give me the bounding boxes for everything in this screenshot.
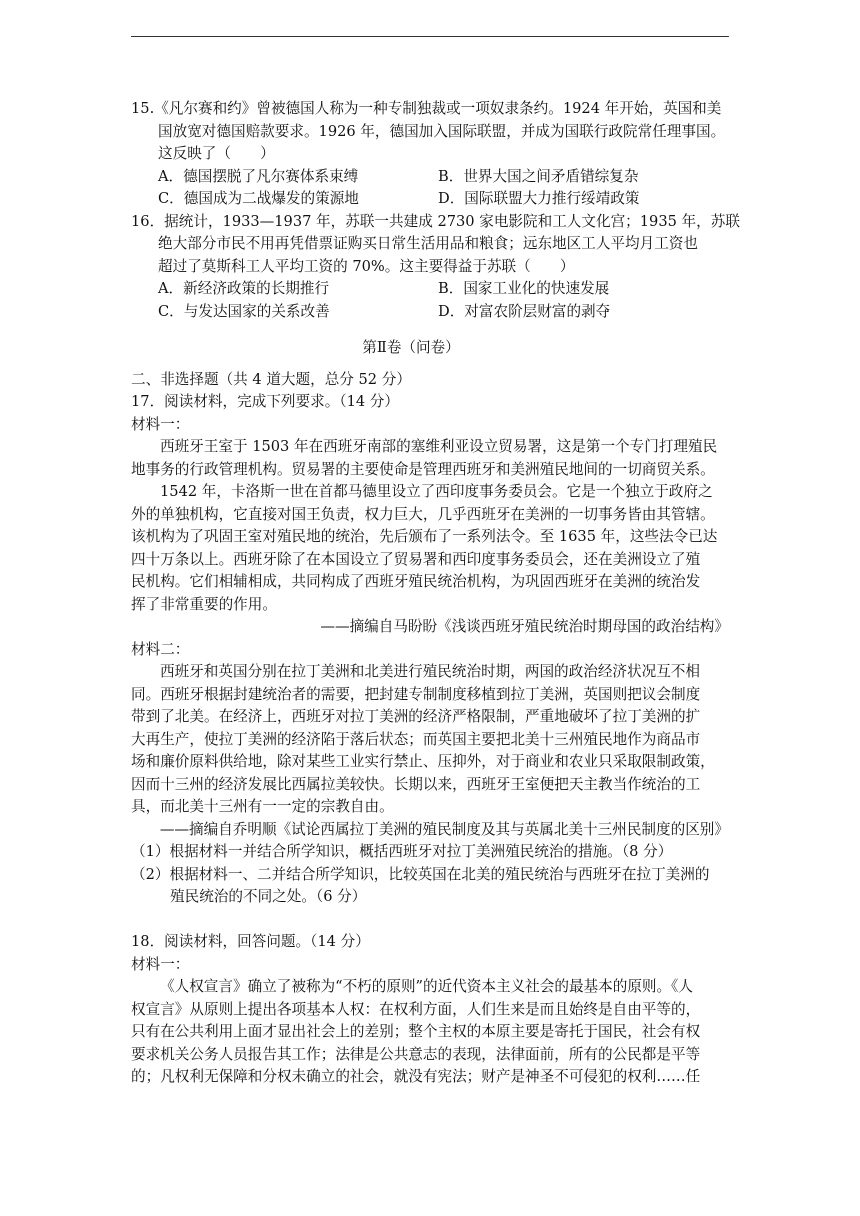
sub-question-2: （2）根据材料一、二并结合所学知识，比较英国在北美的殖民统治与西班牙在拉丁美洲的 [131, 865, 710, 883]
paragraph-line: 的；凡权利无保障和分权未确立的社会，就没有宪法；财产是神圣不可侵犯的权利……任 [131, 1068, 701, 1085]
question-stem-line: 16．据统计，1933—1937 年，苏联一共建成 2730 家电影院和工人文化宫；1935 年，苏联 [131, 212, 740, 230]
paragraph-line: 外的单独机构，它直接对国王负责，权力巨大，几乎西班牙在美洲的一切事务皆由其管辖。 [131, 505, 715, 523]
question-stem-line: 15.《凡尔赛和约》曾被德国人称为一种专制独裁或一项奴隶条约。1924 年开始，英国和美 [131, 100, 722, 117]
paragraph-line: 具，而北美十三州有一一定的宗教自由。 [131, 798, 394, 815]
option-a: A．新经济政策的长期推行 [158, 280, 330, 297]
material-label: 材料一： [131, 955, 190, 973]
material-source: ——摘编自乔明顺《试论西属拉丁美洲的殖民制度及其与英属北美十三州民制度的区别》 [159, 820, 729, 838]
paragraph-line: 权宣言》从原则上提出各项基本人权：在权利方面，人们生来是而且始终是自由平等的， [131, 1000, 701, 1018]
material-label: 材料一： [131, 415, 190, 433]
question-stem-line: 超过了莫斯科工人平均工资的 70%。这主要得益于苏联（ ） [158, 257, 575, 275]
option-row [131, 278, 731, 301]
option-c: C．与发达国家的关系改善 [158, 302, 330, 320]
paragraph-line: 西班牙和英国分别在拉丁美洲和北美进行殖民统治时期，两国的政治经济状况互不相 [160, 663, 700, 680]
option-d: D．国际联盟大力推行绥靖政策 [438, 190, 640, 207]
paragraph-line: 要求机关公务人员报告其工作；法律是公共意志的表现，法律面前，所有的公民都是平等 [131, 1045, 701, 1063]
material-label: 材料二： [131, 640, 190, 658]
paragraph-line: 因而十三州的经济发展比西属拉美较快。长期以来，西班牙王室便把天主教当作统治的工 [131, 775, 701, 793]
header-rule [131, 36, 729, 37]
question-title: 17．阅读材料，完成下列要求。（14 分） [131, 393, 399, 410]
exam-page [131, 98, 740, 1089]
question-18 [131, 931, 731, 1089]
paragraph-line: 大再生产，使拉丁美洲的经济陷于落后状态；而英国主要把北美十三州殖民地作为商品市 [131, 730, 701, 748]
question-16 [131, 211, 740, 324]
question-stem-line: 绝大部分市民不用再凭借票证购买日常生活用品和粮食；远东地区工人平均月工资也 [158, 235, 698, 252]
paragraph-line: 民机构。它们相辅相成，共同构成了西班牙殖民统治机构，为巩固西班牙在美洲的统治发 [131, 573, 701, 590]
paragraph-line: 西班牙王室于 1503 年在西班牙南部的塞维利亚设立贸易署，这是第一个专门打理殖民 [160, 438, 718, 455]
part2-heading: 二、非选择题（共 4 道大题，总分 52 分） [131, 370, 411, 388]
option-row [131, 188, 731, 211]
option-b: B．国家工业化的快速发展 [438, 280, 610, 297]
option-row [131, 301, 731, 324]
part2-title: 第Ⅱ卷（问卷） [362, 339, 460, 356]
paragraph-line: 1542 年，卡洛斯一世在首都马德里设立了西印度事务委员会。它是一个独立于政府之 [160, 483, 713, 500]
question-title: 18．阅读材料，回答问题。（14 分） [131, 933, 370, 950]
question-stem-line: 国放宽对德国赔款要求。1926 年，德国加入国际联盟，并成为国联行政院常任理事国。 [158, 122, 726, 140]
question-stem-line: 这反映了（ ） [158, 145, 275, 162]
paragraph-line: 场和廉价原料供给地，除对某些工业实行禁止、压抑外，对于商业和农业只采取限制政策， [131, 753, 715, 770]
paragraph-line: 《人权宣言》确立了被称为“不朽的原则”的近代资本主义社会的最基本的原则。《人 [160, 978, 693, 995]
option-b: B．世界大国之间矛盾错综复杂 [438, 167, 639, 185]
paragraph-line: 挥了非常重要的作用。 [131, 595, 277, 613]
material-source: ——摘编自马盼盼《浅谈西班牙殖民统治时期母国的政治结构》 [320, 618, 729, 635]
paragraph-line: 带到了北美。在经济上，西班牙对拉丁美洲的经济严格限制，严重地破坏了拉丁美洲的扩 [131, 708, 701, 725]
sub-question-2-cont: 殖民统治的不同之处。（6 分） [170, 888, 367, 905]
paragraph-line: 地事务的行政管理机构。贸易署的主要使命是管理西班牙和美洲殖民地间的一切商贸关系。 [131, 460, 715, 478]
sub-question-1: （1）根据材料一并结合所学知识，概括西班牙对拉丁美洲殖民统治的措施。（8 分） [131, 843, 673, 860]
option-a: A．德国摆脱了凡尔赛体系束缚 [158, 167, 359, 185]
paragraph-line: 四十万条以上。西班牙除了在本国设立了贸易署和西印度事务委员会，还在美洲设立了殖 [131, 550, 701, 568]
option-c: C．德国成为二战爆发的策源地 [158, 190, 359, 207]
paragraph-line: 只有在公共利用上面才显出社会上的差别；整个主权的本原主要是寄托于国民，社会有权 [131, 1023, 701, 1040]
spacer [131, 909, 731, 932]
paragraph-line: 同。西班牙根据封建统治者的需要，把封建专制制度移植到拉丁美洲，英国则把议会制度 [131, 685, 701, 703]
option-d: D．对富农阶层财富的剥夺 [438, 302, 611, 320]
question-15 [131, 98, 731, 211]
option-row [131, 166, 731, 189]
question-17 [131, 391, 731, 909]
paragraph-line: 该机构为了巩固王室对殖民地的统治，先后颁布了一系列法令。至 1635 年，这些法令已达 [131, 528, 718, 545]
